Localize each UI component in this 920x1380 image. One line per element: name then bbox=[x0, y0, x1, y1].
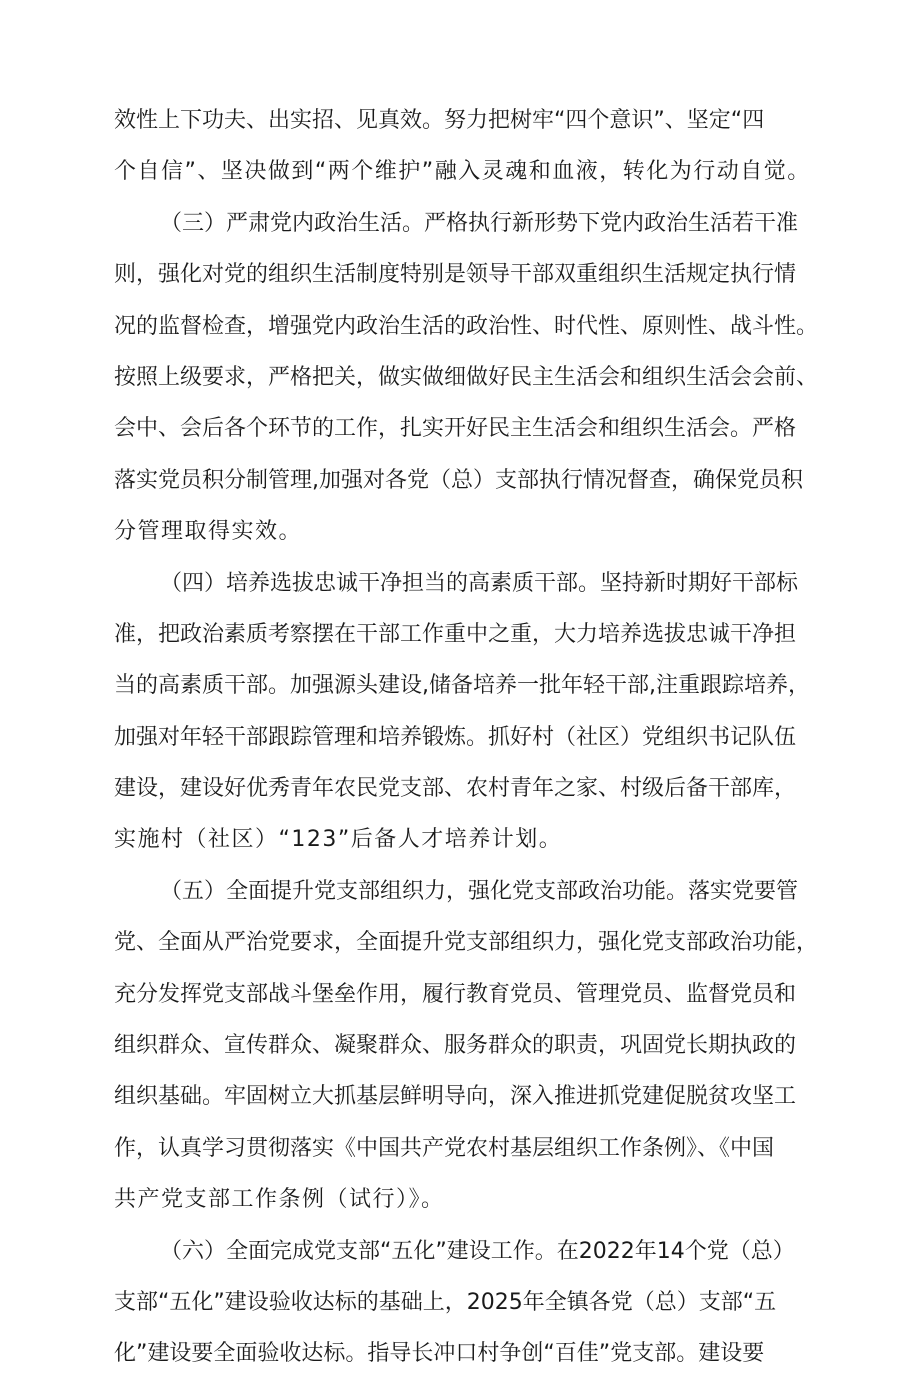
text-line: 个自信”、坚决做到“两个维护”融入灵魂和血液，转化为行动自觉。 bbox=[114, 159, 811, 185]
text-line: 支部“五化”建设验收达标的基础上，2025年全镇各党（总）支部“五 bbox=[114, 1289, 777, 1315]
text-line: 党、全面从严治党要求，全面提升党支部组织力，强化党支部政治功能， bbox=[114, 930, 819, 956]
text-line: 共产党支部工作条例（试行）》。 bbox=[114, 1187, 445, 1213]
document-body bbox=[114, 95, 854, 1380]
text-line: 按照上级要求，严格把关，做实做细做好民主生活会和组织生活会会前、 bbox=[114, 364, 819, 390]
text-line: 效性上下功夫、出实招、见真效。努力把树牢“四个意识”、坚定“四 bbox=[114, 108, 765, 133]
text-line: 则，强化对党的组织生活制度特别是领导干部双重组织生活规定执行情 bbox=[114, 262, 797, 288]
text-line: 分管理取得实效。 bbox=[114, 519, 303, 545]
text-line: 建设，建设好优秀青年农民党支部、农村青年之家、村级后备干部库， bbox=[114, 776, 797, 802]
text-line: 落实党员积分制管理,加强对各党（总）支部执行情况督查，确保党员积 bbox=[114, 467, 803, 493]
paragraph bbox=[114, 95, 854, 198]
text-line: 化”建设要全面验收达标。指导长冲口村争创“百佳”党支部。建设要 bbox=[114, 1341, 765, 1367]
paragraph bbox=[114, 558, 854, 866]
text-line: 会中、会后各个环节的工作，扎实开好民主生活会和组织生活会。严格 bbox=[114, 416, 797, 442]
text-line: （五）全面提升党支部组织力，强化党支部政治功能。落实党要管 bbox=[160, 878, 799, 904]
text-line: 组织基础。牢固树立大抓基层鲜明导向，深入推进抓党建促脱贫攻坚工 bbox=[114, 1084, 797, 1110]
paragraph bbox=[114, 198, 854, 558]
paragraph bbox=[114, 1226, 854, 1380]
text-line: （四）培养选拔忠诚干净担当的高素质干部。坚持新时期好干部标 bbox=[160, 570, 799, 596]
text-line: 充分发挥党支部战斗堡垒作用，履行教育党员、管理党员、监督党员和 bbox=[114, 981, 797, 1007]
text-line: 实施村（社区）“123”后备人才培养计划。 bbox=[114, 827, 563, 853]
paragraph bbox=[114, 866, 854, 1226]
text-line: 当的高素质干部。加强源头建设,储备培养一批年轻干部,注重跟踪培养， bbox=[114, 673, 810, 699]
text-line: （六）全面完成党支部“五化”建设工作。在2022年14个党（总） bbox=[160, 1238, 795, 1264]
text-line: 组织群众、宣传群众、凝聚群众、服务群众的职责，巩固党长期执政的 bbox=[114, 1033, 797, 1059]
text-line: 作，认真学习贯彻落实《中国共产党农村基层组织工作条例》、《中国 bbox=[114, 1135, 775, 1161]
text-line: （三）严肃党内政治生活。严格执行新形势下党内政治生活若干准 bbox=[160, 210, 799, 236]
text-line: 况的监督检查，增强党内政治生活的政治性、时代性、原则性、战斗性。 bbox=[114, 313, 819, 339]
text-line: 加强对年轻干部跟踪管理和培养锻炼。抓好村（社区）党组织书记队伍 bbox=[114, 724, 797, 750]
text-line: 准，把政治素质考察摆在干部工作重中之重，大力培养选拔忠诚干净担 bbox=[114, 621, 797, 647]
